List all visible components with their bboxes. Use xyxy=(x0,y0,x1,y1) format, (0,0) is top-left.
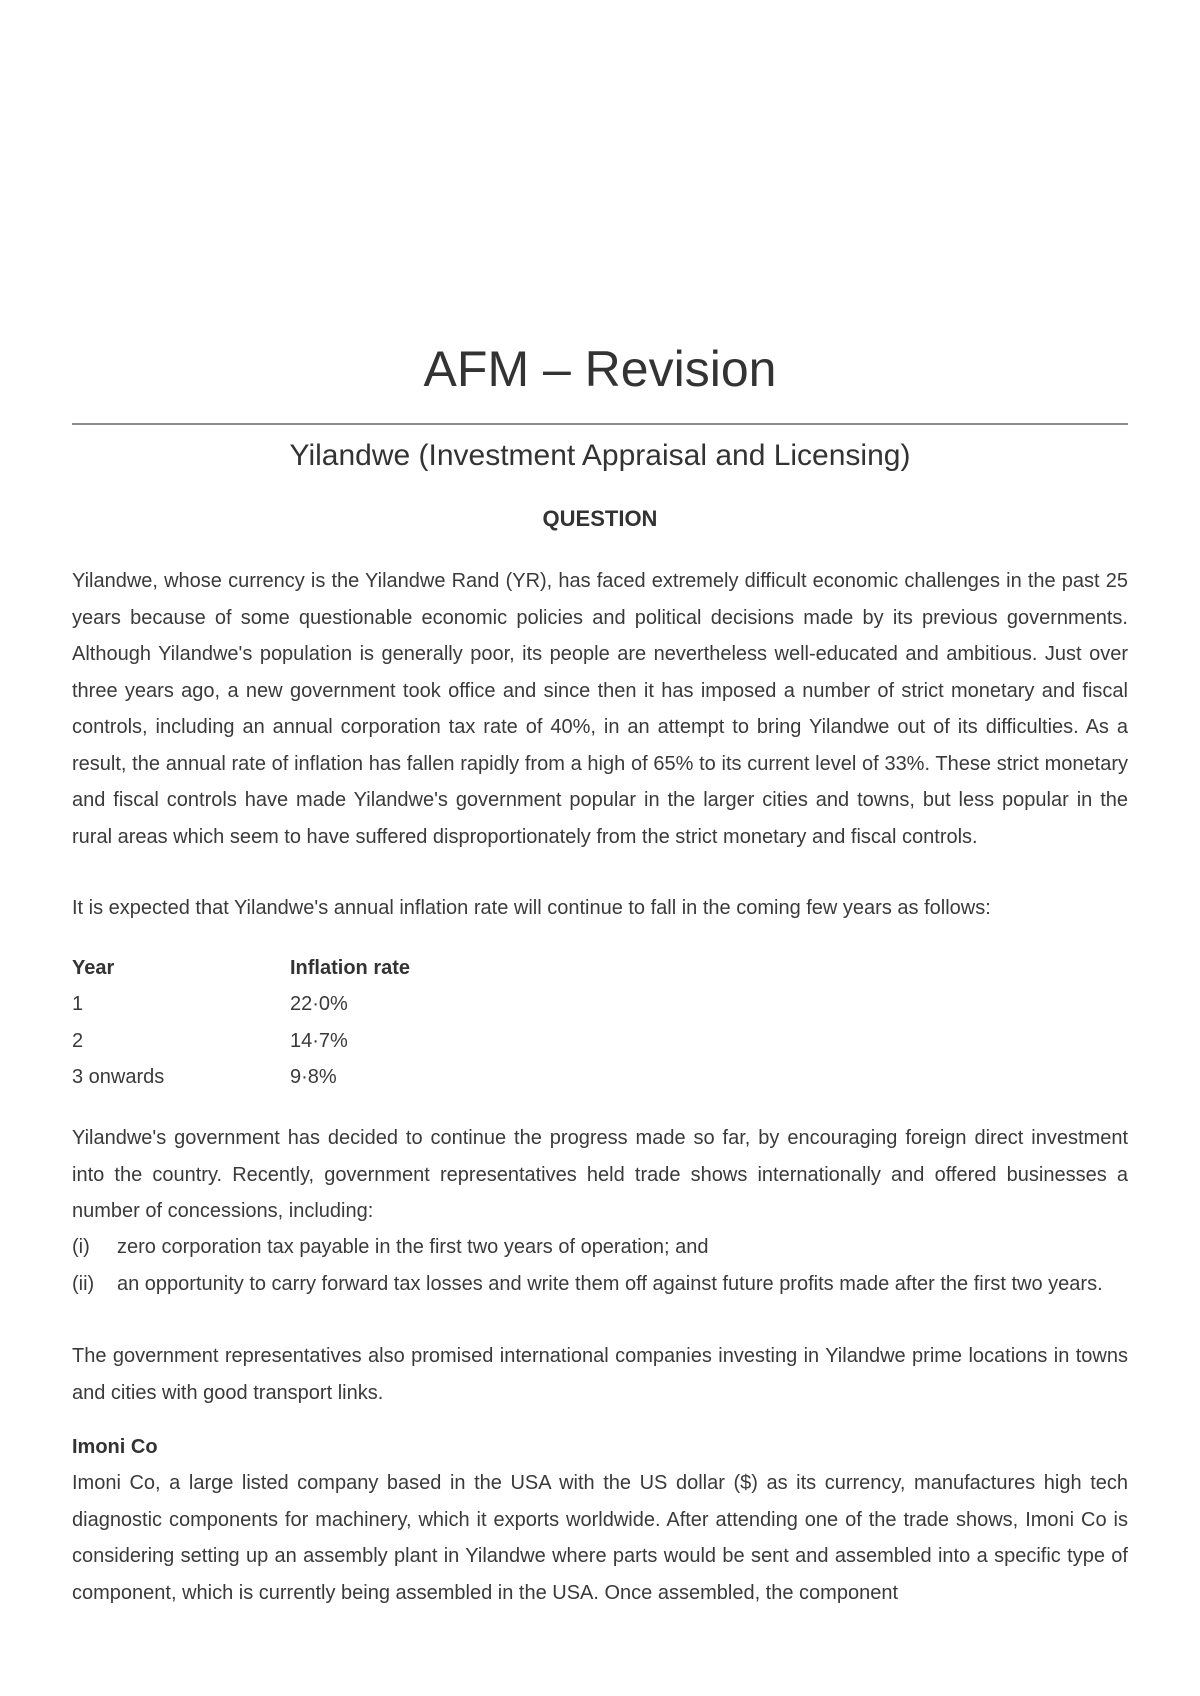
table-header-row xyxy=(72,950,410,987)
list-item xyxy=(72,1229,1128,1266)
list-item-text: an opportunity to carry forward tax losses and write them off against future profits made after the first two years. xyxy=(117,1272,1103,1295)
list-item-text: zero corporation tax payable in the first two years of operation; and xyxy=(117,1236,709,1258)
table-cell-year: 2 xyxy=(72,1029,84,1052)
table-cell-rate: 9·8% xyxy=(290,1066,337,1089)
table-header-year: Year xyxy=(72,956,115,979)
paragraph-imoni: Imoni Co, a large listed company based in the USA with the US dollar ($) as its currency, manufactures high tech diagnostic components for machinery, which it exports worldwide. After attending one of the trade shows, Imoni Co is considering setting up an assembly plant in Yilandwe where parts would be sent and assembled into a specific type of component, which is currently being assembled in the USA. Once assembled, the component xyxy=(72,1472,1128,1604)
list-item-marker: (ii) xyxy=(72,1272,95,1295)
question-label: QUESTION xyxy=(542,506,658,531)
paragraph-prime-locations: The government representatives also promised international companies investing in Yilandwe prime locations in towns and cities with good transport links. xyxy=(72,1345,1128,1404)
document-title: AFM – Revision xyxy=(423,341,777,397)
paragraph-government-progress: Yilandwe's government has decided to continue the progress made so far, by encouraging foreign direct investment into the country. Recently, government representatives held trade shows internationally and offered businesses a number of concessions, including: xyxy=(72,1127,1128,1222)
document-subtitle: Yilandwe (Investment Appraisal and Licensing) xyxy=(289,439,911,472)
table-cell-year: 1 xyxy=(72,993,84,1016)
table-header-inflation-rate: Inflation rate xyxy=(290,956,411,979)
table-row xyxy=(72,987,410,1024)
inflation-table xyxy=(72,950,410,1096)
list-item-marker: (i) xyxy=(72,1236,90,1258)
paragraph-intro: Yilandwe, whose currency is the Yilandwe Rand (YR), has faced extremely difficult economic challenges in the past 25 years because of some questionable economic policies and political decisions made by its previous governments. Although Yilandwe's population is generally poor, its people are nevertheless well-educated and ambitious. Just over three years ago, a new government took office and since then it has imposed a number of strict monetary and fiscal controls, including an annual corporation tax rate of 40%, in an attempt to bring Yilandwe out of its difficulties. As a result, the annual rate of inflation has fallen rapidly from a high of 65% to its current level of 33%. These strict monetary and fiscal controls have made Yilandwe's government popular in the larger cities and towns, but less popular in the rural areas which seem to have suffered disproportionately from the strict monetary and fiscal controls. xyxy=(72,570,1128,848)
paragraph-inflation-intro: It is expected that Yilandwe's annual inflation rate will continue to fall in the coming few years as follows: xyxy=(72,897,991,919)
concessions-list xyxy=(72,1229,1128,1302)
table-cell-rate: 22·0% xyxy=(290,993,348,1016)
table-cell-rate: 14·7% xyxy=(290,1029,348,1052)
title-divider xyxy=(72,423,1128,425)
list-item xyxy=(72,1266,1128,1303)
table-cell-year: 3 onwards xyxy=(72,1066,165,1089)
section-heading-imoni: Imoni Co xyxy=(72,1436,158,1458)
table-row xyxy=(72,1060,410,1097)
table-row xyxy=(72,1023,410,1060)
